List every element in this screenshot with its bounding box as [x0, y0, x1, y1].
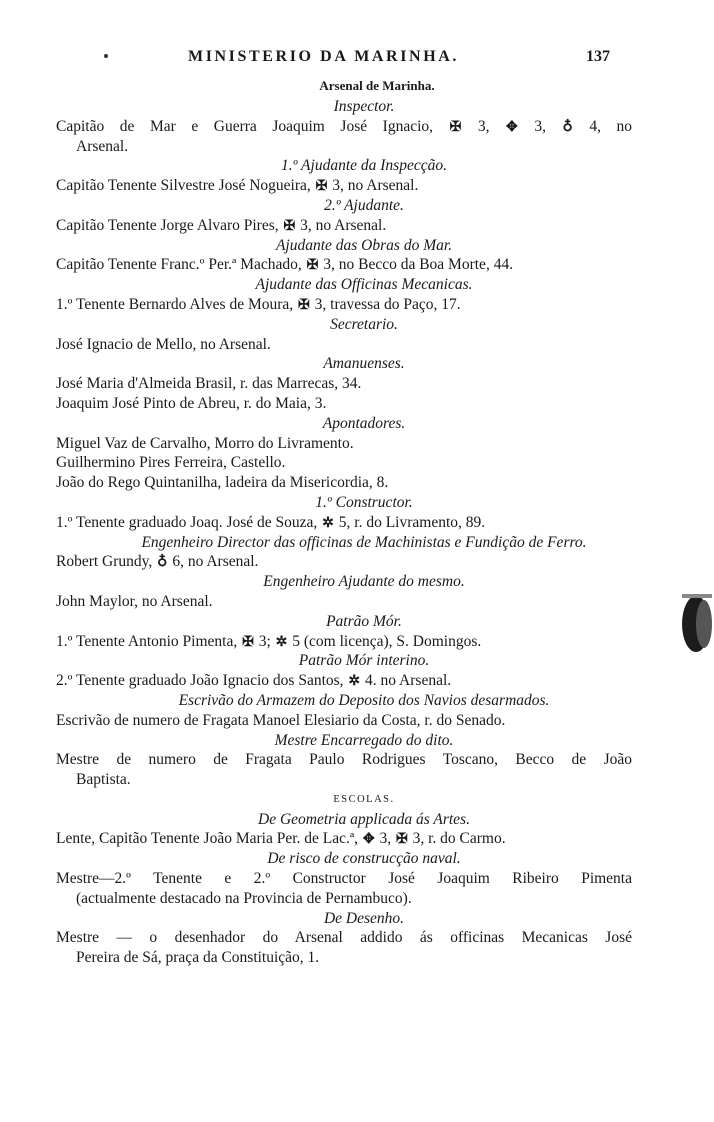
subsection-heading: ESCOLAS. [333, 793, 395, 805]
margin-stain-icon [664, 588, 714, 658]
entry-line [56, 928, 632, 948]
entry-text: Lente, Capitão Tenente João Maria Per. de Lac.ª, [56, 830, 362, 848]
star-insignia-icon: ✲ [322, 515, 334, 531]
entry-line [56, 632, 632, 652]
entry-text: Pereira de Sá, praça da Constituição, 1. [76, 949, 320, 967]
entry-line [56, 671, 632, 691]
section-heading: De Desenho. [323, 909, 405, 927]
entry-text: 2.º Tenente graduado João Ignacio dos Santos, [56, 672, 348, 690]
section-heading: Amanuenses. [323, 355, 405, 373]
entry-text: Mestre — o desenhador do Arsenal addido ás officinas Mecanicas José [56, 929, 632, 947]
rose-insignia-icon: ✥ [506, 119, 518, 135]
tower-insignia-icon: ♁ [562, 119, 573, 135]
running-head-title: MINISTERIO DA MARINHA. [188, 48, 459, 65]
entry-text: Mestre—2.º Tenente e 2.º Constructor José Joaquim Ribeiro Pimenta [56, 870, 632, 888]
entry-text: Joaquim José Pinto de Abreu, r. do Maia, 3. [56, 394, 327, 412]
entry-line [56, 473, 632, 493]
entry-text: 3, no Arsenal. [328, 177, 419, 195]
section-heading: Escrivão do Armazem do Deposito dos Navios desarmados. [178, 691, 550, 709]
ornament-dot [104, 54, 108, 58]
section-heading: 1.º Ajudante da Inspecção. [281, 157, 447, 175]
entry-line [56, 394, 632, 414]
entry-text: 6, no Arsenal. [168, 553, 259, 571]
section-heading: Patrão Mór. [326, 612, 402, 630]
entry-text: 3, no Becco da Boa Morte, 44. [319, 256, 514, 274]
entry-line [56, 750, 632, 770]
section-heading: De Geometria applicada ás Artes. [258, 810, 470, 828]
entry-text: 1.º Tenente Bernardo Alves de Moura, [56, 295, 298, 313]
entry-line [56, 295, 632, 315]
maltese-cross-icon: ✠ [242, 634, 254, 650]
entry-text: Escrivão de numero de Fragata Manoel Elesiario da Costa, r. do Senado. [56, 711, 506, 729]
section-heading: Inspector. [333, 98, 395, 115]
maltese-cross-icon: ✠ [283, 218, 296, 234]
entry-text: Arsenal. [76, 137, 129, 155]
entry-text: Capitão Tenente Jorge Alvaro Pires, [56, 216, 283, 234]
maltese-cross-icon: ✠ [396, 832, 408, 848]
running-head [0, 48, 714, 70]
entry-text: 1.º Tenente graduado Joaq. José de Souza, [56, 513, 322, 531]
section-heading: 2.º Ajudante. [324, 196, 404, 214]
section-heading: Ajudante das Officinas Mecanicas. [255, 276, 473, 294]
entry-line [56, 335, 632, 355]
entry-text: Mestre de numero de Fragata Paulo Rodrigues Toscano, Becco de João [56, 751, 632, 769]
entry-text: Guilhermino Pires Ferreira, Castello. [56, 454, 286, 472]
entry-text: 1.º Tenente Antonio Pimenta, [56, 632, 242, 650]
star-insignia-icon: ✲ [348, 674, 361, 690]
star-insignia-icon: ✲ [275, 634, 288, 650]
entry-text: Robert Grundy, [56, 553, 157, 571]
entry-line [56, 453, 632, 473]
maltese-cross-icon: ✠ [298, 297, 310, 313]
entry-text: Baptista. [76, 771, 131, 789]
section-heading: Patrão Mór interino. [298, 652, 430, 670]
entry-line [56, 829, 632, 849]
entry-text: 3; [254, 632, 275, 650]
entry-line [56, 117, 632, 137]
entry-line [56, 513, 632, 533]
entry-line [56, 948, 632, 968]
entry-text: Capitão de Mar e Guerra Joaquim José Ignacio, [56, 117, 449, 135]
entry-text: 3, [375, 830, 396, 848]
entry-text: (actualmente destacado na Provincia de Pernambuco). [76, 889, 412, 907]
entry-line [56, 770, 632, 790]
entry-line [56, 137, 632, 157]
entry-text: 3, no Arsenal. [296, 216, 387, 234]
entry-text: José Ignacio de Mello, no Arsenal. [56, 335, 271, 353]
entry-line [56, 711, 632, 731]
entry-text: Miguel Vaz de Carvalho, Morro do Livramento. [56, 434, 354, 452]
entry-text: José Maria d'Almeida Brasil, r. das Marrecas, 34. [56, 375, 362, 393]
entry-text: John Maylor, no Arsenal. [56, 592, 213, 610]
maltese-cross-icon: ✠ [315, 179, 328, 195]
section-heading: De risco de construcção naval. [267, 850, 461, 868]
document-body [56, 97, 632, 968]
entry-text: 5, r. do Livramento, 89. [334, 513, 486, 531]
section-heading: Engenheiro Ajudante do mesmo. [263, 573, 465, 591]
entry-text: 5 (com licença), S. Domingos. [288, 632, 482, 650]
section-heading: Mestre Encarregado do dito. [274, 731, 454, 749]
entry-line [56, 552, 632, 572]
entry-text: 3, [462, 117, 506, 135]
entry-line [56, 434, 632, 454]
entry-line [56, 869, 632, 889]
entry-line [56, 176, 632, 196]
entry-line [56, 216, 632, 236]
entry-text: Capitão Tenente Silvestre José Nogueira, [56, 177, 315, 195]
entry-text: 3, r. do Carmo. [408, 830, 506, 848]
entry-text: Capitão Tenente Franc.º Per.ª Machado, [56, 256, 306, 274]
maltese-cross-icon: ✠ [449, 119, 462, 135]
rose-insignia-icon: ✥ [362, 832, 375, 848]
entry-text: João do Rego Quintanilha, ladeira da Misericordia, 8. [56, 474, 389, 492]
entry-line [56, 374, 632, 394]
entry-text: 4. no Arsenal. [361, 672, 452, 690]
section-heading: Apontadores. [322, 414, 406, 432]
section-heading: Engenheiro Director das officinas de Machinistas e Fundição de Ferro. [141, 533, 587, 551]
tower-insignia-icon: ♁ [157, 555, 168, 571]
section-heading: 1.º Constructor. [315, 493, 413, 511]
entry-line [56, 255, 632, 275]
section-heading: Ajudante das Obras do Mar. [275, 236, 453, 254]
section-title: Arsenal de Marinha. [319, 78, 435, 93]
section-heading: Secretario. [330, 315, 398, 333]
entry-line [56, 889, 632, 909]
entry-text: 3, [518, 117, 562, 135]
entry-text: 4, no [573, 117, 632, 135]
maltese-cross-icon: ✠ [306, 258, 319, 274]
entry-text: 3, travessa do Paço, 17. [310, 295, 461, 313]
entry-line [56, 592, 632, 612]
page-number: 137 [586, 48, 610, 65]
